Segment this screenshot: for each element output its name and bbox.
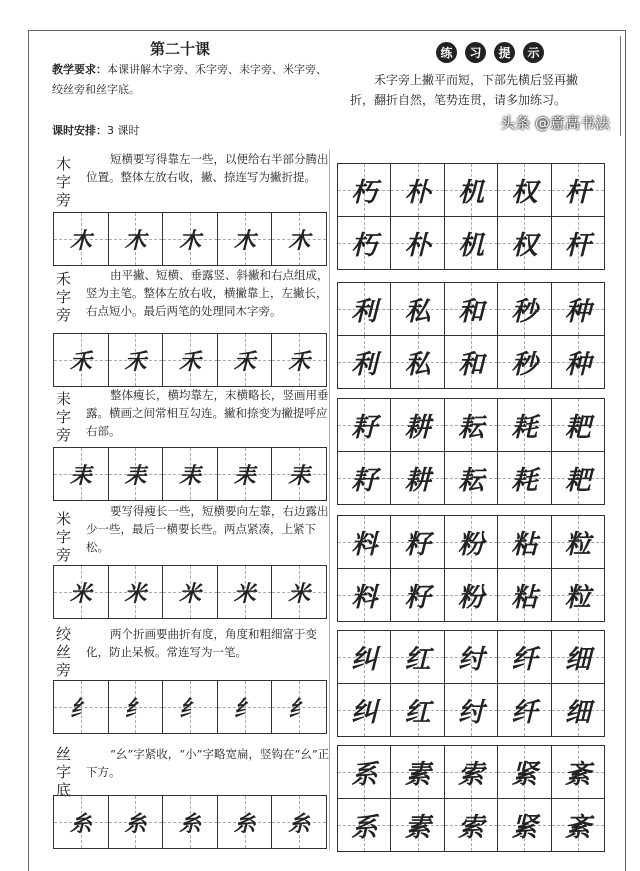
grid-cell	[445, 569, 498, 621]
grid-cell	[218, 796, 273, 848]
grid-cell	[445, 684, 498, 736]
example-char: 籽	[404, 582, 431, 613]
example-char: 素	[404, 759, 431, 790]
example-char: 耘	[458, 412, 485, 443]
grid-cell	[338, 684, 391, 736]
radical-char: 耒	[178, 462, 201, 489]
grid-cell	[54, 796, 109, 848]
example-char: 料	[351, 529, 378, 560]
example-char: 细	[564, 697, 591, 728]
radical-char: 耒	[69, 462, 92, 489]
grid-cell	[272, 334, 326, 386]
grid-cell	[338, 164, 391, 216]
radical-char: 糸	[124, 810, 147, 837]
radical-char: 禾	[124, 348, 147, 375]
section-label: 丝字底	[56, 745, 72, 799]
radical-char: 纟	[288, 695, 311, 722]
radical-char: 木	[69, 227, 92, 254]
example-char: 红	[404, 644, 431, 675]
radical-char: 木	[124, 227, 147, 254]
example-char: 纤	[511, 697, 538, 728]
grid-cell	[338, 399, 391, 451]
example-char: 秒	[511, 296, 538, 327]
example-char: 系	[351, 812, 378, 843]
example-char: 耗	[511, 412, 538, 443]
section-description: “幺”字紧收，“小”字略宽扁，竖钩在“幺”正下方。	[86, 747, 330, 779]
grid-cell	[109, 566, 164, 618]
grid-cell	[391, 283, 444, 335]
schedule-label: 课时安排：	[52, 124, 107, 137]
example-char: 机	[458, 230, 485, 261]
radical-char: 纟	[233, 695, 256, 722]
grid-cell	[54, 681, 109, 733]
example-char: 耙	[564, 412, 591, 443]
grid-row	[338, 217, 604, 269]
example-char: 纣	[458, 644, 485, 675]
radical-char: 米	[124, 580, 147, 607]
example-practice-grid	[337, 282, 605, 389]
section-description: 整体瘦长，横均靠左，末横略长，竖画用垂露。横画之间常相互勾连。撇和捺变为撇提呼应右部。	[86, 388, 329, 438]
grid-cell	[338, 283, 391, 335]
section-label: 耒字旁	[56, 390, 72, 444]
example-char: 紧	[511, 812, 538, 843]
grid-row	[338, 799, 604, 851]
grid-cell	[498, 217, 551, 269]
grid-row	[338, 569, 604, 621]
grid-cell	[338, 336, 391, 388]
example-char: 耔	[351, 465, 378, 496]
grid-cell	[338, 799, 391, 851]
radical-char: 纟	[178, 695, 201, 722]
grid-cell	[498, 452, 551, 504]
grid-cell	[552, 631, 604, 683]
grid-cell	[391, 799, 444, 851]
example-practice-grid	[337, 630, 605, 737]
schedule	[52, 122, 140, 138]
grid-cell	[218, 681, 273, 733]
radical-char: 米	[69, 580, 92, 607]
grid-cell	[54, 566, 109, 618]
example-practice-grid	[337, 745, 605, 852]
grid-cell	[163, 796, 218, 848]
example-char: 耘	[458, 465, 485, 496]
example-char: 种	[564, 349, 591, 380]
grid-row	[338, 684, 604, 736]
radical-char: 禾	[69, 348, 92, 375]
example-char: 私	[404, 349, 431, 380]
grid-cell	[338, 452, 391, 504]
example-practice-grid	[337, 398, 605, 505]
radical-char: 耒	[288, 462, 311, 489]
grid-cell	[109, 334, 164, 386]
grid-cell	[272, 681, 326, 733]
grid-cell	[272, 213, 326, 265]
example-char: 私	[404, 296, 431, 327]
grid-cell	[552, 569, 604, 621]
grid-cell	[109, 448, 164, 500]
grid-cell	[338, 217, 391, 269]
grid-row	[338, 283, 604, 336]
grid-cell	[498, 336, 551, 388]
example-char: 紧	[511, 759, 538, 790]
grid-cell	[552, 164, 604, 216]
grid-cell	[391, 746, 444, 798]
grid-row	[338, 336, 604, 388]
grid-cell	[338, 569, 391, 621]
radical-practice-grid	[53, 565, 327, 619]
example-practice-grid	[337, 163, 605, 270]
grid-cell	[338, 631, 391, 683]
example-char: 耔	[351, 412, 378, 443]
radical-char: 糸	[233, 810, 256, 837]
requirements-text: 本课讲解木字旁、禾字旁、耒字旁、米字旁、绞丝旁和丝字底。	[52, 63, 327, 96]
grid-cell	[338, 516, 391, 568]
grid-cell	[445, 746, 498, 798]
grid-cell	[391, 684, 444, 736]
example-char: 杆	[564, 230, 591, 261]
section-description: 两个折画要曲折有度，角度和粗细富于变化，防止呆板。常连写为一笔。	[86, 627, 317, 659]
grid-cell	[391, 452, 444, 504]
example-char: 耙	[564, 465, 591, 496]
grid-cell	[54, 213, 109, 265]
grid-cell	[218, 566, 273, 618]
radical-char: 糸	[288, 810, 311, 837]
radical-char: 木	[178, 227, 201, 254]
example-char: 朴	[404, 230, 431, 261]
grid-cell	[445, 164, 498, 216]
grid-cell	[498, 746, 551, 798]
example-char: 索	[458, 759, 485, 790]
grid-cell	[109, 796, 164, 848]
grid-cell	[552, 516, 604, 568]
grid-cell	[272, 796, 326, 848]
example-char: 粒	[564, 529, 591, 560]
example-char: 权	[511, 230, 538, 261]
example-char: 红	[404, 697, 431, 728]
example-char: 籽	[404, 529, 431, 560]
requirements-label: 教学要求：	[52, 63, 107, 76]
section-description: 短横要写得靠左一些，以便给右半部分腾出位置。整体左放右收，撇、捺连写为撇折提。	[86, 152, 329, 184]
grid-cell	[391, 217, 444, 269]
lesson-title: 第二十课	[150, 40, 211, 58]
radical-practice-grid	[53, 680, 327, 734]
tips-badge: 示	[523, 42, 544, 63]
grid-cell	[109, 681, 164, 733]
example-char: 和	[458, 296, 485, 327]
grid-cell	[445, 452, 498, 504]
watermark: 头条 @意高书法	[500, 114, 610, 132]
radical-char: 糸	[69, 810, 92, 837]
grid-cell	[498, 569, 551, 621]
radical-char: 耒	[233, 462, 256, 489]
radical-char: 米	[178, 580, 201, 607]
grid-cell	[552, 399, 604, 451]
radical-char: 禾	[178, 348, 201, 375]
grid-row	[338, 164, 604, 217]
example-practice-grid	[337, 515, 605, 622]
tips-heading	[436, 42, 544, 63]
section-description: 要写得瘦长一些，短横要向左靠，右边露出少一些，最后一横要长些。两点紧凑，上紧下松。	[86, 504, 329, 554]
example-char: 素	[404, 812, 431, 843]
grid-cell	[391, 336, 444, 388]
grid-cell	[218, 334, 273, 386]
teaching-requirements	[52, 60, 332, 100]
grid-cell	[552, 217, 604, 269]
example-char: 秒	[511, 349, 538, 380]
example-char: 耕	[404, 412, 431, 443]
grid-cell	[445, 516, 498, 568]
grid-cell	[498, 516, 551, 568]
example-char: 耕	[404, 465, 431, 496]
section-label: 绞丝旁	[56, 625, 72, 679]
grid-row	[338, 631, 604, 684]
example-char: 粘	[511, 582, 538, 613]
radical-char: 木	[233, 227, 256, 254]
radical-practice-grid	[53, 333, 327, 387]
example-char: 粉	[458, 582, 485, 613]
example-char: 紊	[564, 759, 591, 790]
grid-cell	[163, 334, 218, 386]
example-char: 朴	[404, 177, 431, 208]
grid-cell	[552, 336, 604, 388]
grid-cell	[272, 566, 326, 618]
grid-cell	[391, 631, 444, 683]
grid-cell	[445, 631, 498, 683]
example-char: 紊	[564, 812, 591, 843]
grid-cell	[445, 217, 498, 269]
radical-char: 禾	[233, 348, 256, 375]
example-char: 朽	[351, 230, 378, 261]
grid-cell	[218, 213, 273, 265]
grid-cell	[498, 164, 551, 216]
example-char: 和	[458, 349, 485, 380]
example-char: 利	[351, 349, 378, 380]
grid-cell	[445, 399, 498, 451]
section-label: 木字旁	[56, 155, 72, 209]
grid-cell	[552, 746, 604, 798]
grid-cell	[391, 516, 444, 568]
grid-row	[338, 452, 604, 504]
radical-char: 木	[288, 227, 311, 254]
example-char: 种	[564, 296, 591, 327]
grid-cell	[391, 399, 444, 451]
grid-cell	[552, 452, 604, 504]
example-char: 朽	[351, 177, 378, 208]
tips-badge: 提	[494, 42, 515, 63]
grid-cell	[391, 164, 444, 216]
radical-char: 糸	[178, 810, 201, 837]
grid-cell	[163, 448, 218, 500]
grid-row	[338, 516, 604, 569]
example-char: 粘	[511, 529, 538, 560]
grid-cell	[109, 213, 164, 265]
example-char: 纣	[458, 697, 485, 728]
grid-row	[338, 746, 604, 799]
grid-cell	[498, 283, 551, 335]
radical-practice-grid	[53, 212, 327, 266]
example-char: 细	[564, 644, 591, 675]
radical-char: 纟	[69, 695, 92, 722]
grid-cell	[552, 283, 604, 335]
example-char: 纠	[351, 697, 378, 728]
example-char: 料	[351, 582, 378, 613]
grid-cell	[498, 684, 551, 736]
grid-cell	[552, 799, 604, 851]
example-char: 索	[458, 812, 485, 843]
grid-cell	[163, 566, 218, 618]
section-label: 米字旁	[56, 510, 72, 564]
grid-cell	[391, 569, 444, 621]
grid-cell	[552, 684, 604, 736]
radical-char: 耒	[124, 462, 147, 489]
grid-cell	[163, 213, 218, 265]
schedule-value: 3 课时	[107, 124, 140, 137]
grid-cell	[54, 334, 109, 386]
radical-char: 米	[288, 580, 311, 607]
radical-char: 纟	[124, 695, 147, 722]
grid-row	[338, 399, 604, 452]
example-char: 系	[351, 759, 378, 790]
example-char: 粒	[564, 582, 591, 613]
grid-cell	[445, 336, 498, 388]
example-char: 机	[458, 177, 485, 208]
grid-cell	[338, 746, 391, 798]
radical-practice-grid	[53, 447, 327, 501]
tips-badge: 习	[465, 42, 486, 63]
grid-cell	[163, 681, 218, 733]
tips-text: 禾字旁上撇平而短，下部先横后竖再撇折，翻折自然，笔势连贯，请多加练习。	[350, 73, 579, 107]
grid-cell	[445, 799, 498, 851]
example-char: 利	[351, 296, 378, 327]
radical-practice-grid	[53, 795, 327, 849]
example-char: 粉	[458, 529, 485, 560]
example-char: 权	[511, 177, 538, 208]
section-description: 由平撇、短横、垂露竖、斜撇和右点组成，竖为主笔。整体左放右收，横撇靠上，左撇长，右点短小。最后两笔的处理同木字旁。	[86, 268, 329, 318]
radical-char: 米	[233, 580, 256, 607]
section-label: 禾字旁	[56, 270, 72, 324]
grid-cell	[498, 631, 551, 683]
grid-cell	[498, 799, 551, 851]
example-char: 杆	[564, 177, 591, 208]
tips-badge: 练	[436, 42, 457, 63]
example-char: 纠	[351, 644, 378, 675]
radical-char: 禾	[288, 348, 311, 375]
example-char: 耗	[511, 465, 538, 496]
grid-cell	[445, 283, 498, 335]
grid-cell	[54, 448, 109, 500]
grid-cell	[218, 448, 273, 500]
example-char: 纤	[511, 644, 538, 675]
grid-cell	[498, 399, 551, 451]
grid-cell	[272, 448, 326, 500]
